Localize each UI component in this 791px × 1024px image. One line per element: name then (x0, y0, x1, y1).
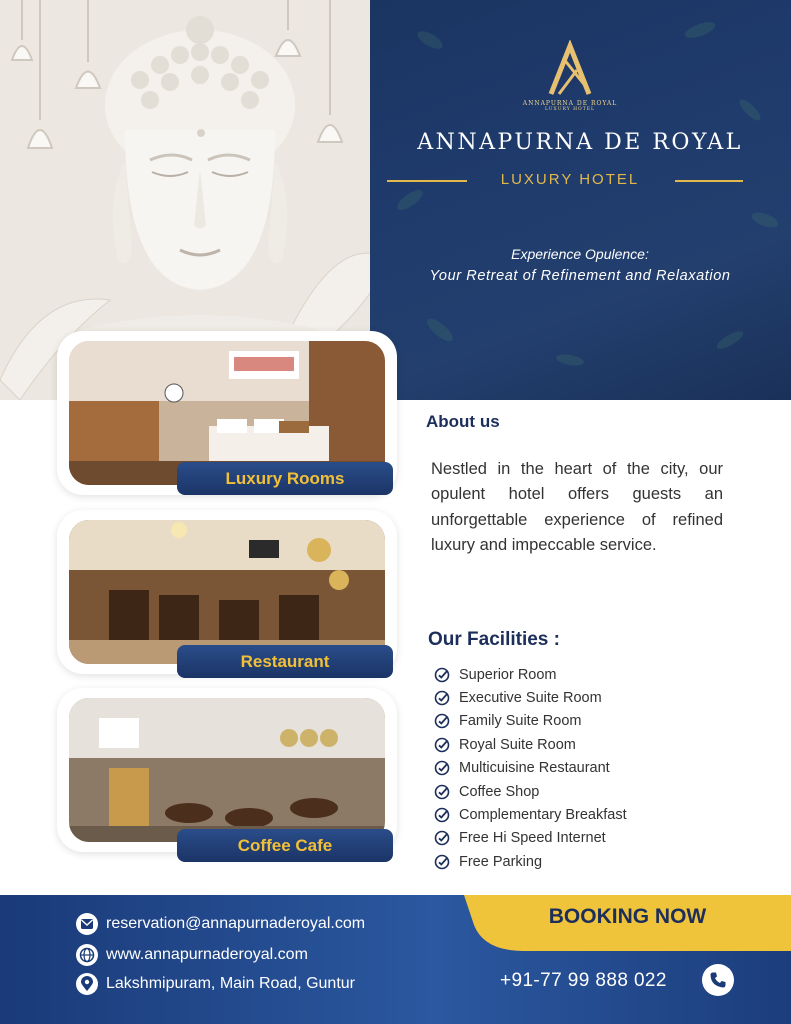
tagline-rule-left (387, 180, 467, 182)
phone-icon[interactable] (702, 964, 734, 996)
facility-label: Free Hi Speed Internet (459, 830, 606, 847)
coffee-cafe-photo (69, 698, 385, 842)
facility-label: Executive Suite Room (459, 690, 602, 707)
facility-label: Royal Suite Room (459, 736, 576, 753)
brand-title: ANNAPURNA DE ROYAL (417, 130, 743, 155)
about-title: About us (426, 412, 500, 431)
check-circle-icon (434, 690, 450, 706)
logo-mark-icon (547, 40, 593, 98)
list-item (434, 850, 627, 873)
website-text[interactable]: www.annapurnaderoyal.com (106, 946, 308, 963)
list-item (434, 827, 627, 850)
coffee-cafe-label[interactable]: Coffee Cafe (177, 829, 393, 862)
restaurant-label[interactable]: Restaurant (177, 645, 393, 678)
logo-subtitle: LUXURY HOTEL (544, 107, 596, 112)
list-item (434, 757, 627, 780)
globe-icon (76, 944, 98, 966)
hotel-logo (520, 40, 620, 130)
facility-label: Superior Room (459, 666, 557, 683)
experience-subheading: Your Retreat of Refinement and Relaxation (429, 268, 731, 284)
check-circle-icon (434, 760, 450, 776)
tagline: LUXURY HOTEL (500, 171, 640, 188)
list-item (434, 733, 627, 756)
list-item (434, 663, 627, 686)
check-circle-icon (434, 854, 450, 870)
restaurant-card[interactable] (57, 510, 397, 674)
list-item (434, 803, 627, 826)
about-text: Nestled in the heart of the city, our opulent hotel offers guests an unforgettable experience of refined luxury and impeccable service. (431, 460, 723, 554)
check-circle-icon (434, 713, 450, 729)
check-circle-icon (434, 667, 450, 683)
facility-label: Free Parking (459, 853, 543, 870)
address-contact (76, 972, 355, 996)
logo-name: ANNAPURNA DE ROYAL (522, 100, 618, 107)
email-text[interactable]: reservation@annapurnaderoyal.com (106, 915, 366, 932)
list-item (434, 686, 627, 709)
facility-label: Family Suite Room (459, 713, 582, 730)
luxury-rooms-label[interactable]: Luxury Rooms (177, 462, 393, 495)
luxury-rooms-card[interactable] (57, 331, 397, 495)
website-contact[interactable] (76, 943, 308, 967)
check-circle-icon (434, 830, 450, 846)
restaurant-photo (69, 520, 385, 664)
check-circle-icon (434, 737, 450, 753)
facility-label: Coffee Shop (459, 783, 540, 800)
mail-icon (76, 913, 98, 935)
facilities-list (434, 663, 627, 874)
phone-number[interactable]: +91-77 99 888 022 (500, 970, 667, 991)
experience-heading: Experience Opulence: (511, 246, 649, 262)
location-pin-icon (76, 973, 98, 995)
check-circle-icon (434, 784, 450, 800)
facility-label: Multicuisine Restaurant (459, 760, 610, 777)
booking-now-button[interactable]: BOOKING NOW (548, 905, 707, 928)
coffee-cafe-card[interactable] (57, 688, 397, 855)
address-text: Lakshmipuram, Main Road, Guntur (106, 975, 355, 992)
email-contact[interactable] (76, 912, 365, 936)
tagline-rule-right (675, 180, 743, 182)
check-circle-icon (434, 807, 450, 823)
facilities-title: Our Facilities : (428, 629, 560, 650)
list-item (434, 780, 627, 803)
tagline-row (385, 170, 745, 192)
list-item (434, 710, 627, 733)
facility-label: Complementary Breakfast (459, 807, 627, 824)
